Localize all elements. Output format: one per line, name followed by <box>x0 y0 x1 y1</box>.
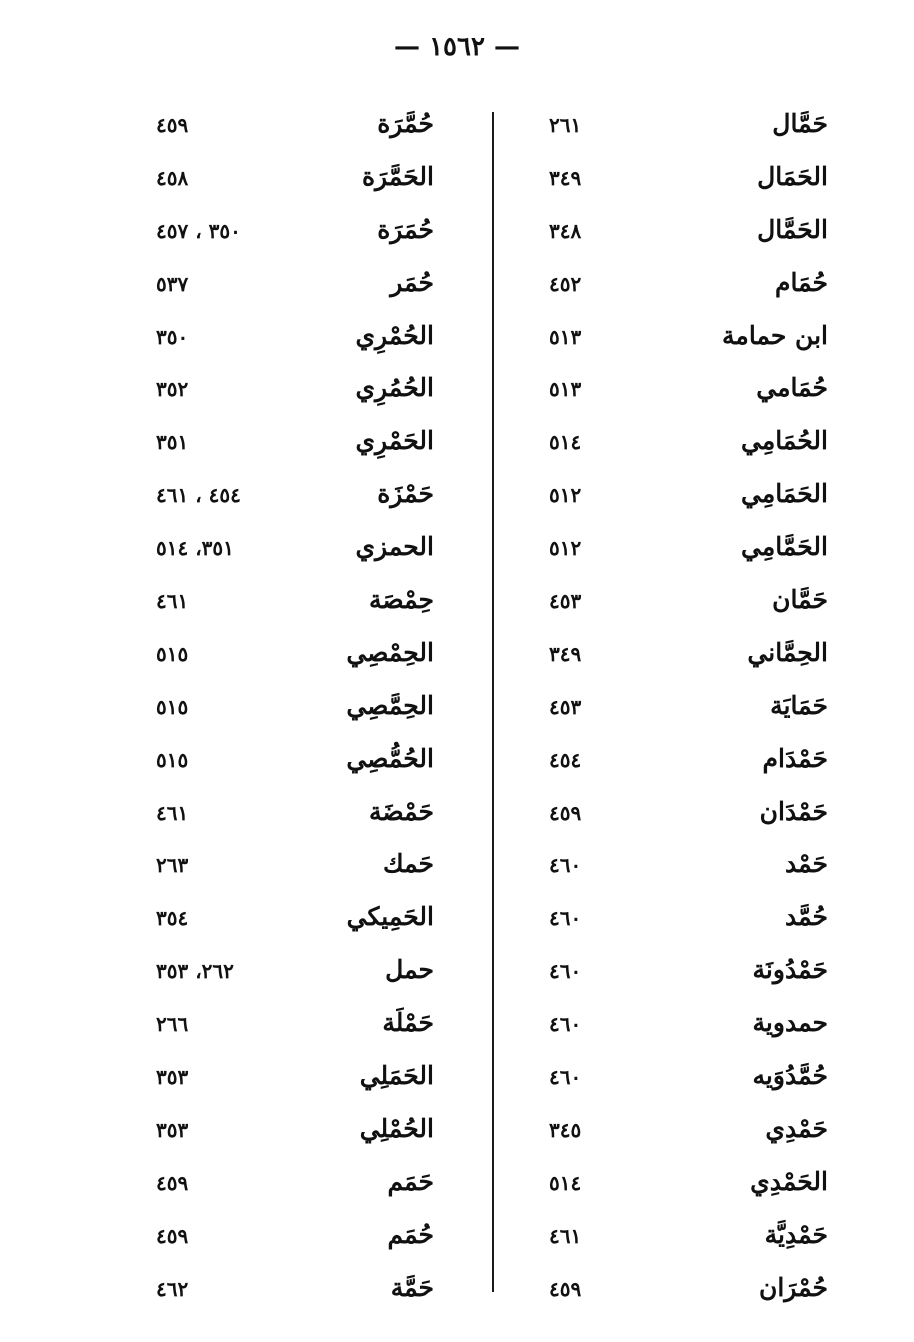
entry-page-numbers: ٤٥٩ <box>156 113 189 137</box>
index-entry <box>505 949 905 1002</box>
entry-word: حمدوية <box>752 1008 828 1038</box>
index-entry <box>78 473 478 526</box>
entry-word: حَمْضَة <box>369 796 434 826</box>
index-entry <box>78 262 478 315</box>
page-number: — ١٥٦٢ — <box>394 32 520 62</box>
index-entry <box>505 103 905 156</box>
entry-word: الحُمْرِي <box>355 320 434 350</box>
entry-page-numbers: ٣٥٢ <box>156 377 189 402</box>
index-entry <box>78 103 478 156</box>
entry-word: الحُمْلِي <box>359 1113 434 1143</box>
index-entry <box>78 367 478 420</box>
entry-word: الحَمْدِي <box>750 1166 828 1196</box>
index-entry <box>78 738 478 791</box>
entry-word: الحِمَّصِي <box>346 690 434 720</box>
right-column <box>505 103 905 1319</box>
entry-word: حُمَّدُوَيه <box>752 1061 828 1091</box>
entry-word: حَمْزَة <box>377 479 434 509</box>
index-entry <box>505 1267 905 1320</box>
index-entry <box>78 315 478 368</box>
entry-word: الحمزي <box>355 532 434 562</box>
entry-page-numbers: ٣٥٤ <box>156 906 189 931</box>
entry-word: حَمْدُونَة <box>752 955 828 985</box>
entry-word: حَمَّال <box>772 109 828 138</box>
entry-word: الحِمَّاني <box>747 637 828 667</box>
entry-page-numbers: ٥١٤ <box>549 430 582 455</box>
index-entry <box>505 367 905 420</box>
index-entry <box>78 1161 478 1214</box>
index-entry <box>505 896 905 949</box>
entry-page-numbers: ٤٥٩ <box>549 1276 582 1301</box>
entry-page-numbers: ٣٥٠ ، ٤٥٧ <box>156 218 241 243</box>
index-entry <box>78 1267 478 1320</box>
entry-page-numbers: ٥٣٧ <box>156 271 189 296</box>
entry-page-numbers: ٣٤٩ <box>549 641 582 666</box>
index-entry <box>505 685 905 738</box>
entry-word: حِمْصَة <box>369 585 434 615</box>
entry-page-numbers: ٤٥٢ <box>549 271 582 296</box>
entry-word: الحَمَلِي <box>359 1061 434 1091</box>
entry-word: الحَمَال <box>757 161 828 191</box>
entry-word: الحُمُّصِي <box>346 743 434 773</box>
entry-word: حُمَرَة <box>377 214 434 244</box>
column-divider <box>492 112 494 1292</box>
index-entry <box>78 1214 478 1267</box>
entry-word: حَمْدَام <box>762 743 828 773</box>
entry-page-numbers: ٣٥١ <box>156 430 189 455</box>
index-entry <box>78 1108 478 1161</box>
index-entry <box>505 843 905 896</box>
index-entry <box>505 1214 905 1267</box>
entry-page-numbers: ٤٦١ <box>156 589 189 614</box>
entry-word: الحَمِيكي <box>346 902 434 932</box>
entry-page-numbers: ٥١٣ <box>549 377 582 402</box>
entry-word: الحَمَّرَة <box>361 161 434 191</box>
index-entry <box>78 156 478 209</box>
entry-page-numbers: ٤٦٠ <box>549 853 582 878</box>
entry-page-numbers: ٤٥٩ <box>549 800 582 825</box>
index-entry <box>505 420 905 473</box>
entry-page-numbers: ٤٥٨ <box>156 165 189 190</box>
entry-page-numbers: ٣٥٠ <box>156 324 189 349</box>
index-entry <box>78 209 478 262</box>
entry-word: الحَمْرِي <box>355 426 434 456</box>
index-entry <box>505 1055 905 1108</box>
index-entry <box>505 1002 905 1055</box>
index-entry <box>78 420 478 473</box>
entry-page-numbers: ٣٤٨ <box>549 218 582 243</box>
entry-page-numbers: ٥١٥ <box>156 747 189 772</box>
index-entry <box>78 949 478 1002</box>
index-entry <box>78 843 478 896</box>
entry-word: حمل <box>385 955 434 985</box>
index-entry <box>78 685 478 738</box>
entry-page-numbers: ٥١٢ <box>549 483 582 508</box>
entry-page-numbers: ٤٥٤ <box>549 747 582 772</box>
entry-page-numbers: ٤٥٩ <box>156 1170 189 1195</box>
index-entry <box>78 579 478 632</box>
entry-word: حُمَر <box>390 267 434 297</box>
entry-word: حُمَّد <box>784 902 828 932</box>
index-entry <box>505 579 905 632</box>
entry-word: الحَمَامِي <box>741 479 828 509</box>
entry-page-numbers: ٥١٤ <box>549 1170 582 1195</box>
entry-word: حُمْرَان <box>758 1272 828 1302</box>
entry-word: حَمْدَان <box>759 796 828 826</box>
entry-page-numbers: ٥١٣ <box>549 324 582 349</box>
index-entry <box>78 791 478 844</box>
entry-page-numbers: ٤٦٢ <box>156 1276 189 1301</box>
index-entry <box>505 526 905 579</box>
entry-word: حُمَّرَة <box>377 109 434 138</box>
entry-word: حَمَّان <box>772 585 828 615</box>
index-entry <box>505 473 905 526</box>
entry-page-numbers: ٥١٢ <box>549 536 582 561</box>
entry-word: حَمْد <box>784 849 828 879</box>
entry-word: حَمَّة <box>390 1272 434 1302</box>
entry-word: الحُمُرِي <box>355 373 434 403</box>
entry-word: حُمَامي <box>756 373 828 403</box>
entry-page-numbers: ٣٤٩ <box>549 165 582 190</box>
entry-page-numbers: ٢٦٦ <box>156 1012 189 1037</box>
index-entry <box>505 1108 905 1161</box>
entry-word: حُمَام <box>774 267 828 297</box>
entry-word: حَمك <box>383 849 434 879</box>
index-entry <box>505 791 905 844</box>
entry-word: ابن حمامة <box>722 320 828 350</box>
entry-page-numbers: ٤٦٠ <box>549 959 582 984</box>
entry-page-numbers: ٣٤٥ <box>549 1117 582 1142</box>
entry-word: حَمَم <box>387 1166 434 1196</box>
entry-page-numbers: ٤٥٣ <box>549 589 582 614</box>
entry-word: حَمْلَة <box>382 1008 434 1038</box>
entry-page-numbers: ٤٥٤ ، ٤٦١ <box>156 483 241 508</box>
entry-page-numbers: ٤٦٠ <box>549 906 582 931</box>
entry-page-numbers: ٤٥٩ <box>156 1223 189 1248</box>
index-entry <box>78 632 478 685</box>
left-column <box>78 103 478 1319</box>
entry-page-numbers: ٢٦٢، ٣٥٣ <box>156 959 234 984</box>
entry-word: حُمَم <box>387 1219 434 1249</box>
entry-page-numbers: ٢٦٣ <box>156 853 189 878</box>
entry-word: حَمْدِيَّة <box>764 1219 828 1249</box>
entry-word: حَمْدِي <box>765 1113 828 1143</box>
entry-page-numbers: ٥١٥ <box>156 641 189 666</box>
entry-word: الحُمَامِي <box>741 426 828 456</box>
index-entry <box>78 896 478 949</box>
index-entry <box>505 632 905 685</box>
index-entry <box>78 1002 478 1055</box>
index-entry <box>505 315 905 368</box>
entry-word: الحِمْصِي <box>346 637 434 667</box>
index-entry <box>78 526 478 579</box>
index-entry <box>505 262 905 315</box>
index-entry <box>78 1055 478 1108</box>
entry-page-numbers: ٢٦١ <box>549 113 582 137</box>
entry-word: حَمَايَة <box>770 690 828 720</box>
index-entry <box>505 738 905 791</box>
entry-page-numbers: ٤٦٠ <box>549 1012 582 1037</box>
entry-page-numbers: ٤٦١ <box>156 800 189 825</box>
entry-page-numbers: ٥١٥ <box>156 694 189 719</box>
index-entry <box>505 1161 905 1214</box>
index-entry <box>505 156 905 209</box>
entry-word: الحَمَّامِي <box>741 532 828 562</box>
entry-page-numbers: ٣٥١، ٥١٤ <box>156 536 234 561</box>
entry-page-numbers: ٤٦١ <box>549 1223 582 1248</box>
entry-page-numbers: ٣٥٣ <box>156 1117 189 1142</box>
entry-page-numbers: ٤٦٠ <box>549 1065 582 1090</box>
entry-page-numbers: ٤٥٣ <box>549 694 582 719</box>
index-entry <box>505 209 905 262</box>
entry-page-numbers: ٣٥٣ <box>156 1065 189 1090</box>
entry-word: الحَمَّال <box>757 214 828 244</box>
